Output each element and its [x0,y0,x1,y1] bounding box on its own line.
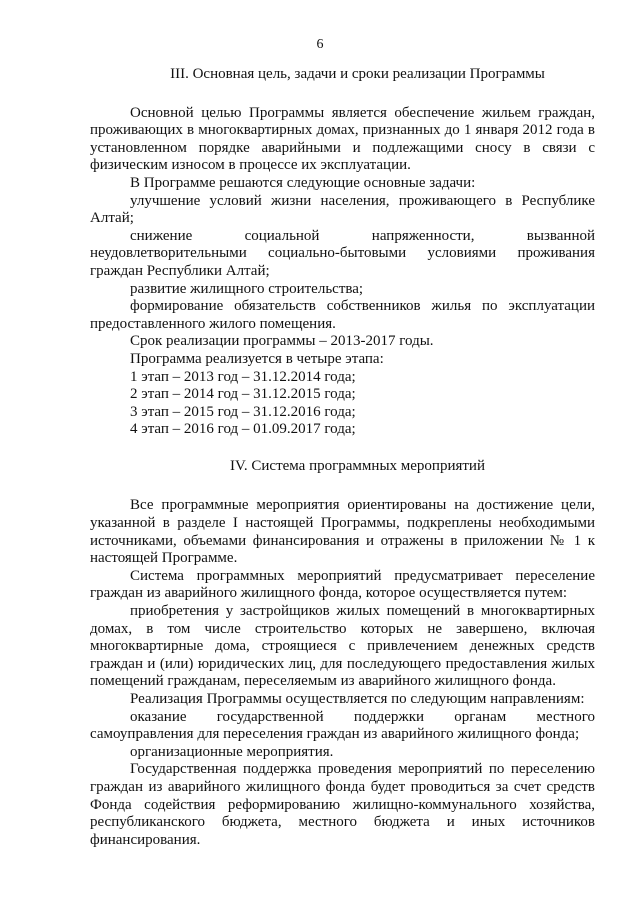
stage-item-4: 4 этап – 2016 год – 01.09.2017 года; [130,421,356,438]
section-4-paragraph-1: Все программные мероприятия ориентированы на достижение цели, указанной в разделе I настоящей Программы, подкреплены необходимыми источниками, объемами финансирования и отражены в приложении № 1 к настоящей Программе. [90,497,595,567]
section-4-paragraph-5: оказание государственной поддержки органам местного самоуправления для переселения граждан из аварийного жилищного фонда; [90,708,595,743]
section-4-paragraph-3: приобретения у застройщиков жилых помещений в многоквартирных домах, в том числе строительство которых не завершено, включая многоквартирные дома, строящиеся с привлечением денежных средств граждан и (или) юридических лиц, для последующего предоставления жилых помещений гражданам, переселяемым из аварийного жилищного фонда. [90,603,595,690]
task-item-2: снижение социальной напряженности, вызванной неудовлетворительными социально-бытовыми условиями проживания граждан Республики Алтай; [90,227,595,279]
section-4-heading: IV. Система программных мероприятий [230,457,485,474]
stage-item-2: 2 этап – 2014 год – 31.12.2015 года; [130,386,356,403]
stages-intro: Программа реализуется в четыре этапа: [130,350,384,367]
section-4-paragraph-6: организационные мероприятия. [130,743,334,760]
page-number: 6 [316,37,324,52]
program-term: Срок реализации программы – 2013-2017 годы. [130,333,434,350]
section-4-paragraph-7: Государственная поддержка проведения мероприятий по переселению граждан из аварийного жилищного фонда будет проводиться за счет средств Фонда содействия реформированию жилищно-коммунального хозяйства, республиканского бюджета, местного бюджета и иных источников финансирования. [90,761,595,848]
section-4-paragraph-4: Реализация Программы осуществляется по следующим направлениям: [130,691,585,707]
stage-item-3: 3 этап – 2015 год – 31.12.2016 года; [130,403,356,420]
task-item-4: формирование обязательств собственников жилья по эксплуатации предоставленного жилого помещения. [90,298,595,332]
section-3-paragraph-goal: Основной целью Программы является обеспечение жильем граждан, проживающих в многоквартирных домах, признанных до 1 января 2012 года в установленном порядке аварийными и подлежащими сносу в связи с физическим износом в процессе их эксплуатации. [90,104,595,174]
task-item-3: развитие жилищного строительства; [130,280,364,297]
section-3-tasks-intro: В Программе решаются следующие основные задачи: [130,174,476,191]
section-3-heading: III. Основная цель, задачи и сроки реализации Программы [170,66,545,82]
page-content [90,66,595,849]
task-item-1: улучшение условий жизни населения, проживающего в Республике Алтай; [90,192,595,227]
stage-item-1: 1 этап – 2013 год – 31.12.2014 года; [130,368,356,385]
section-4-paragraph-2: Система программных мероприятий предусматривает переселение граждан из аварийного жилищного фонда, которое осуществляется путем: [90,567,595,602]
